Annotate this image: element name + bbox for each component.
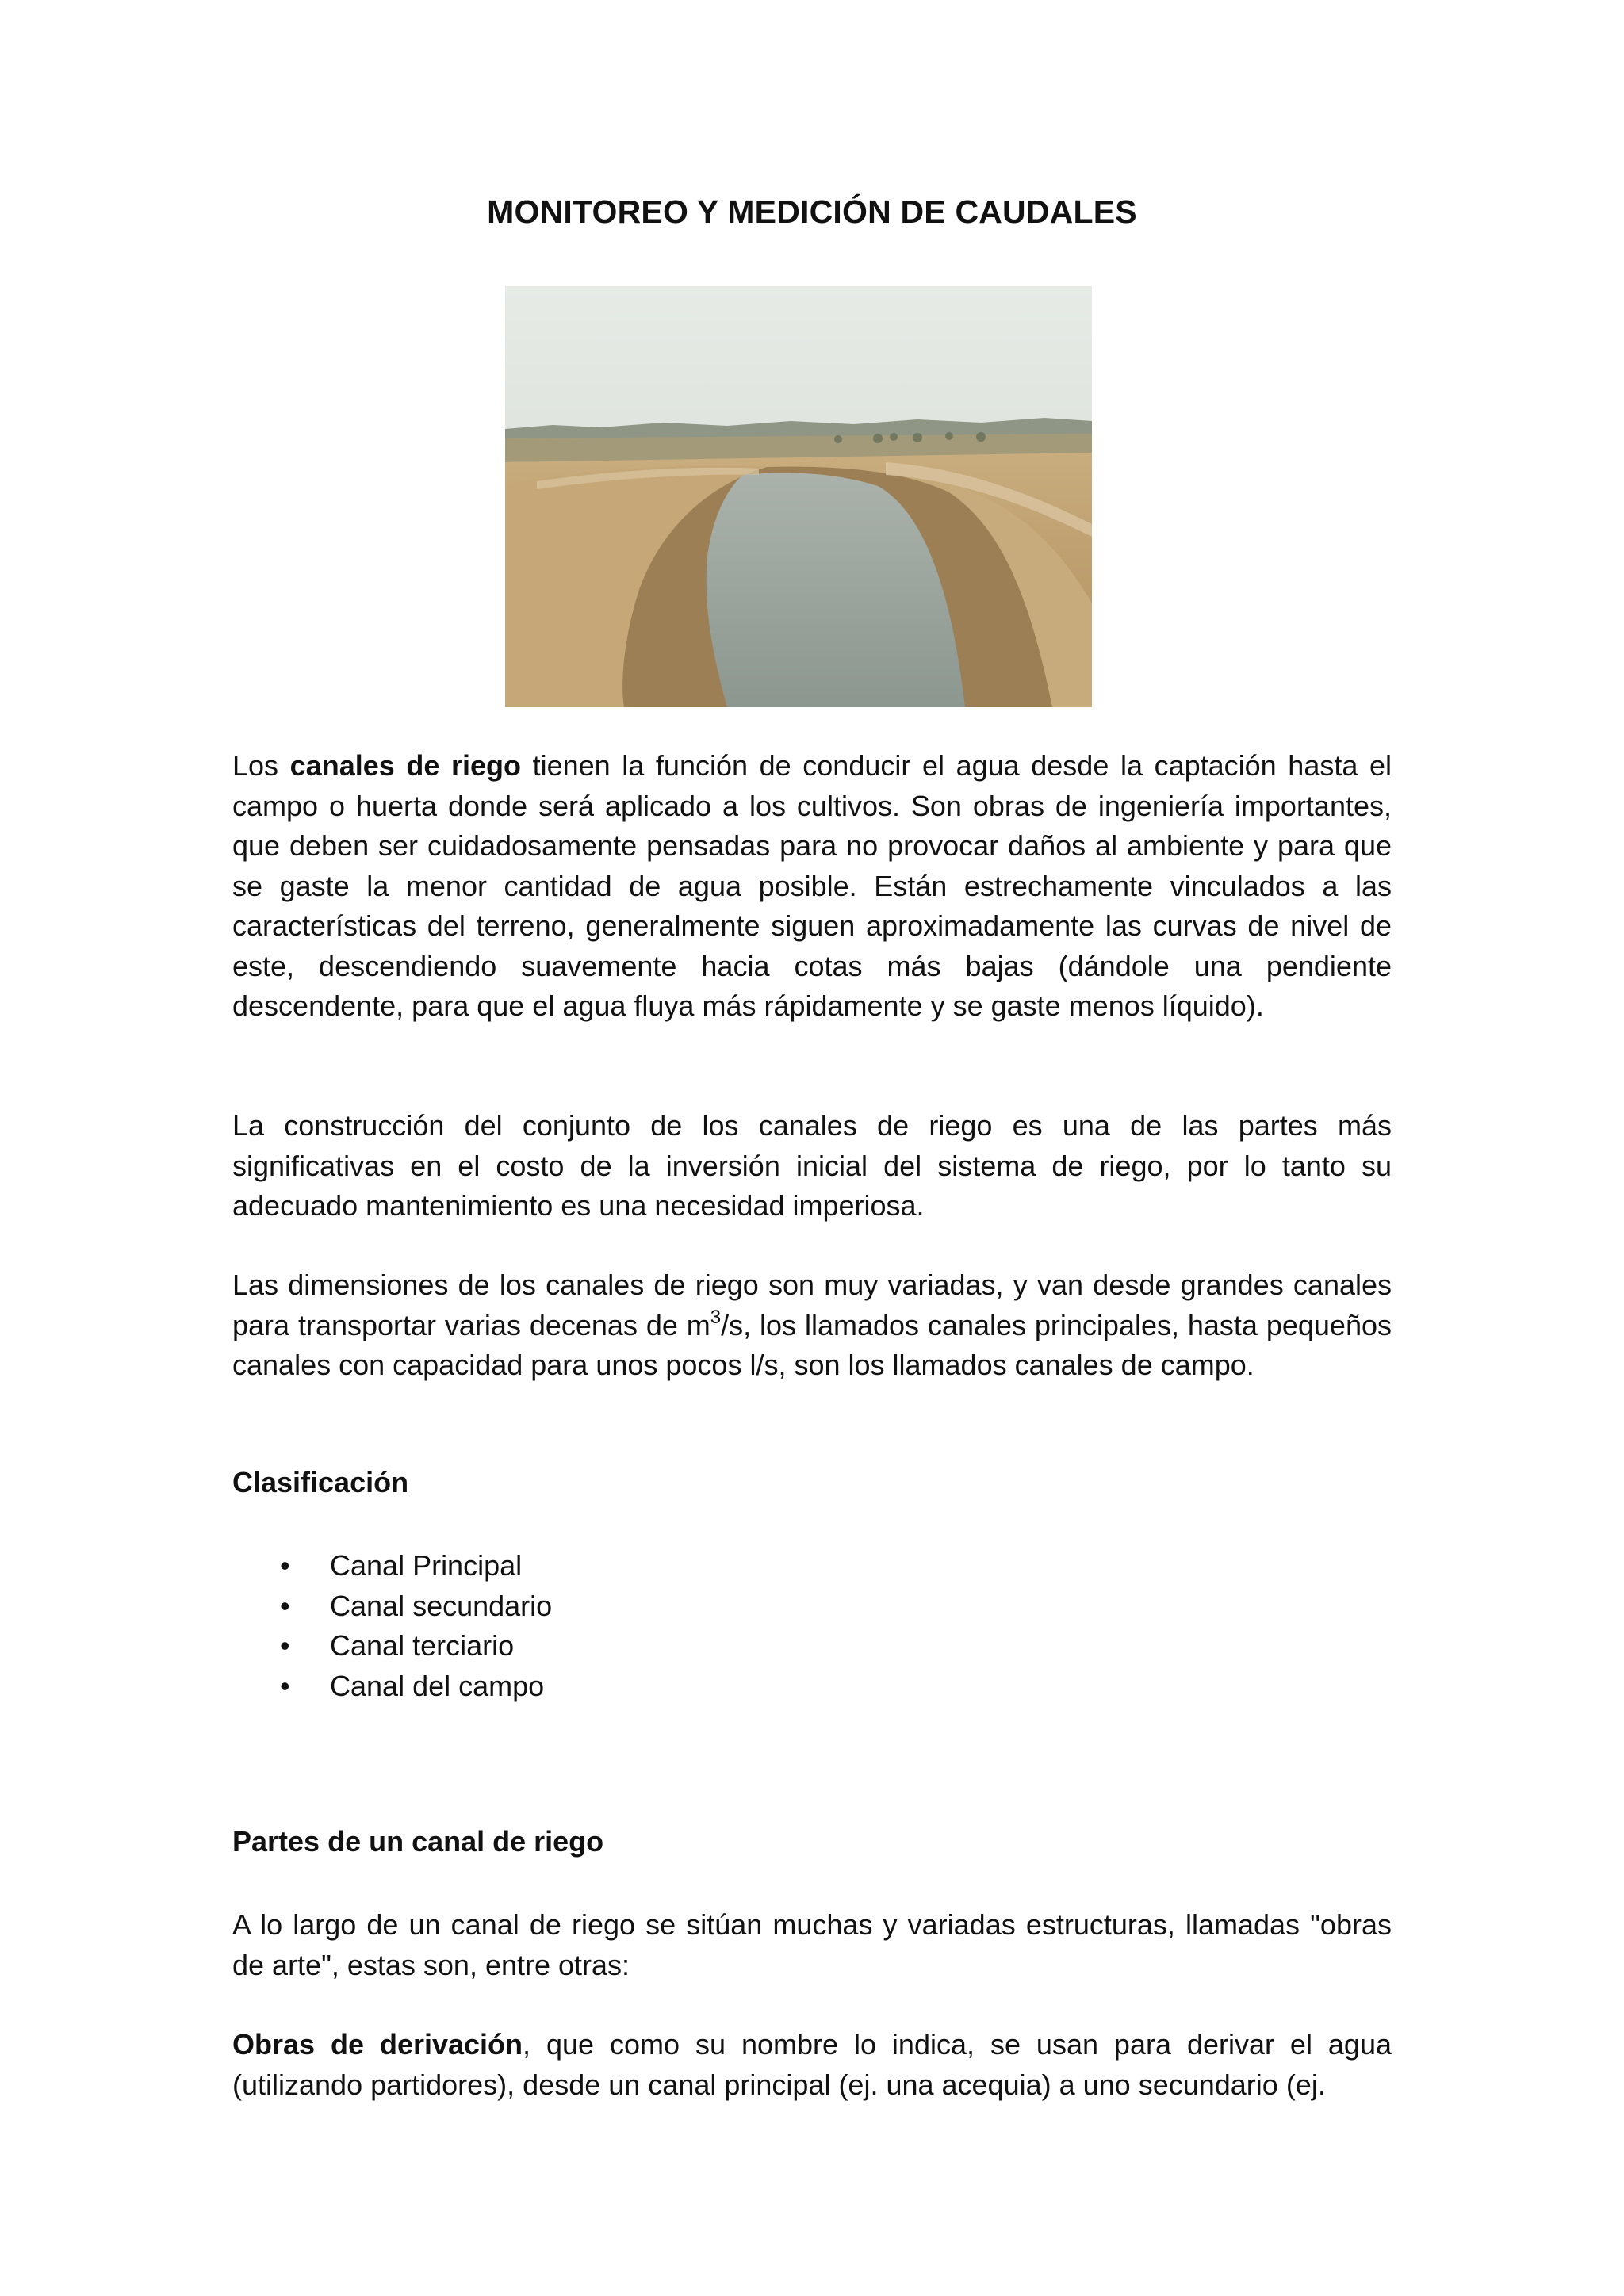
derivation-bold-term: Obras de derivación	[232, 2028, 523, 2061]
intro-rest-text: tienen la función de conducir el agua desde la captación hasta el campo o huerta donde será aplicado a los cultivos. Son obras de ingeniería importantes, que deben ser cuidadosamente pensadas para no provocar daños al ambiente y para que se gaste la menor cantidad de agua posible. Están estrechamente vinculados a las características del terreno, generalmente siguen aproximadamente las curvas de nivel de este, descendiendo suavemente hacia cotas más bajas (dándole una pendiente descendente, para que el agua fluya más rápidamente y se gaste menos líquido).	[232, 749, 1392, 1022]
dimensions-text-start: Las dimensiones de los canales de riego son muy variadas, y van desde grandes canales para transportar varias decenas de m	[232, 1269, 1392, 1341]
list-item-label: Canal Principal	[330, 1549, 523, 1582]
classification-heading-text: Clasificación	[232, 1466, 409, 1498]
list-item	[232, 1667, 1025, 1707]
list-item-label: Canal terciario	[330, 1629, 515, 1662]
intro-bold-term: canales de riego	[289, 749, 521, 782]
intro-lead-text: Los	[232, 749, 290, 782]
derivation-paragraph	[232, 2025, 1392, 2105]
unit-superscript: 3	[710, 1306, 722, 1328]
irrigation-canal-photo	[505, 286, 1092, 707]
structures-paragraph	[232, 1905, 1392, 1985]
structures-text: A lo largo de un canal de riego se sitúan muchas y variadas estructuras, llamadas "obras de arte", estas son, entre otras:	[232, 1908, 1392, 1981]
list-item	[232, 1626, 1025, 1667]
construction-text: La construcción del conjunto de los canales de riego es una de las partes más significativas en el costo de la inversión inicial del sistema de riego, por lo tanto su adecuado mantenimiento es una necesidad imperiosa.	[232, 1109, 1392, 1222]
list-item-label: Canal secundario	[330, 1589, 553, 1622]
dimensions-text-end: /s, los llamados canales principales, hasta pequeños canales con capacidad para unos pocos l/s, son los llamados canales de campo.	[232, 1308, 1392, 1381]
classification-heading	[232, 1463, 1392, 1503]
list-item-label: Canal del campo	[330, 1669, 545, 1702]
page-title: MONITOREO Y MEDICIÓN DE CAUDALES	[487, 193, 1137, 230]
intro-paragraph	[232, 746, 1392, 1027]
classification-list	[232, 1546, 1025, 1706]
bullet-icon: •	[280, 1669, 290, 1702]
derivation-rest-text: , que como su nombre lo indica, se usan para derivar el agua (utilizando partidores), desde un canal principal (ej. una acequia) a uno secundario (ej.	[232, 2028, 1392, 2101]
list-item	[232, 1546, 1025, 1586]
list-item	[232, 1586, 1025, 1627]
bullet-icon: •	[280, 1549, 290, 1582]
construction-paragraph	[232, 1106, 1392, 1226]
parts-heading	[232, 1822, 1392, 1862]
bullet-icon: •	[280, 1589, 290, 1622]
bullet-icon: •	[280, 1629, 290, 1662]
parts-heading-text: Partes de un canal de riego	[232, 1825, 604, 1858]
dimensions-paragraph	[232, 1265, 1392, 1386]
